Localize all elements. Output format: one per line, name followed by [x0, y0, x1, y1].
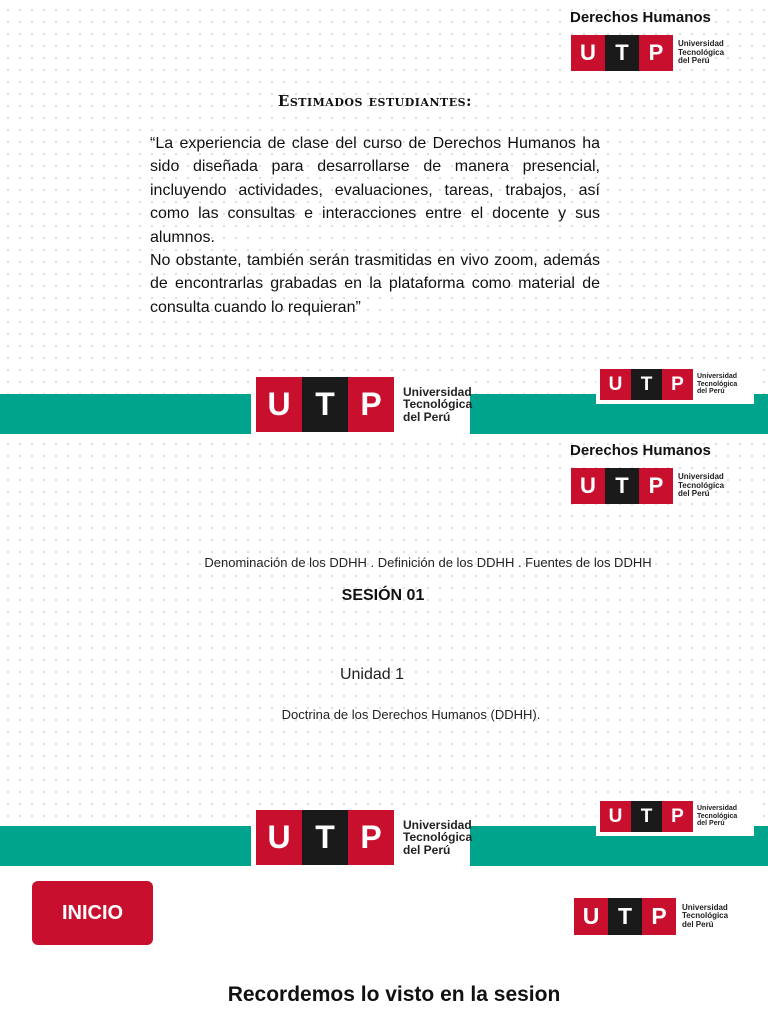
- utp-logo-footer-large: U T P Universidad Tecnológica del Perú: [256, 810, 472, 865]
- utp-logo-footer-small: U T P Universidad Tecnológica del Perú: [600, 369, 737, 400]
- utp-logo-mark: U T P: [571, 35, 673, 71]
- unit-number: Unidad 1: [339, 666, 405, 683]
- greeting-heading: Estimados estudiantes:: [277, 92, 473, 110]
- utp-logo-text: Universidad Tecnológica del Perú: [678, 39, 725, 66]
- unit-title: Doctrina de los Derechos Humanos (DDHH).: [281, 707, 541, 722]
- utp-logo-footer-large: U T P Universidad Tecnológica del Perú: [256, 377, 472, 432]
- slide-inicio: [0, 866, 768, 1024]
- utp-logo: [571, 35, 724, 71]
- quote-paragraph-1: “La experiencia de clase del curso de Derechos Humanos ha sido diseñada para desarrollarse de manera presencial, incluyendo actividades, evaluaciones, tareas, trabajos, así como las consultas e interacciones entre el docente y sus alumnos.: [150, 135, 600, 246]
- utp-logo: U T P Universidad Tecnológica del Perú: [571, 468, 724, 504]
- session-number: SESIÓN 01: [341, 587, 425, 604]
- slide-estimados-estudiantes: [0, 0, 768, 434]
- quote-paragraph-2: No obstante, también serán trasmitidas en vivo zoom, además de encontrarlas grabadas en la plataforma como material de consulta cuando lo requieran”: [150, 252, 600, 316]
- recap-title: Recordemos lo visto en la sesion: [227, 983, 561, 1006]
- inicio-button[interactable]: INICIO: [32, 881, 153, 945]
- session-topics: Denominación de los DDHH . Definición de los DDHH . Fuentes de los DDHH: [204, 555, 652, 570]
- course-title: Derechos Humanos: [570, 9, 711, 26]
- welcome-quote: [150, 132, 600, 319]
- slide-sesion-01: [0, 434, 768, 866]
- utp-logo: U T P Universidad Tecnológica del Perú: [574, 898, 728, 935]
- utp-logo-footer-small: U T P Universidad Tecnológica del Perú: [600, 801, 737, 832]
- course-title: Derechos Humanos: [570, 442, 711, 459]
